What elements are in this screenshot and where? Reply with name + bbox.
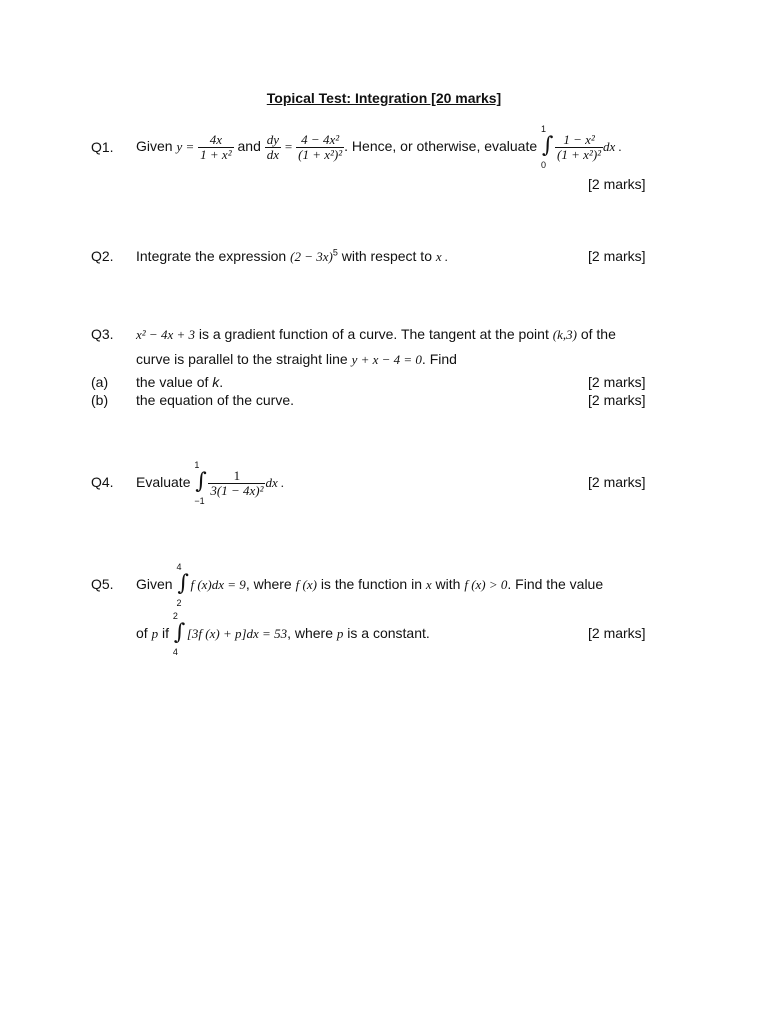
q2-var: x . xyxy=(435,249,449,264)
q1-marks: [2 marks] xyxy=(588,176,646,192)
q1-and: and xyxy=(237,138,261,154)
q3-expr: x² − 4x + 3 xyxy=(136,327,195,342)
q3b-label: (b) xyxy=(91,392,109,408)
q5-text4: . Find the value xyxy=(507,576,604,592)
q1-int-upper: 1 xyxy=(541,124,547,135)
q2-power: 5 xyxy=(332,247,338,258)
q5-cond: f (x) > 0 xyxy=(464,577,508,592)
q3a-dot: . xyxy=(219,374,224,390)
q3b-marks: [2 marks] xyxy=(588,392,646,408)
q4-int-lower: −1 xyxy=(194,496,205,507)
q5-integral2-sign: 2 ∫ 4 xyxy=(172,611,186,658)
q4-frac-num: 1 xyxy=(208,469,265,484)
page-title: Topical Test: Integration [20 marks] xyxy=(266,90,502,106)
q5-text5: , where xyxy=(287,625,334,641)
q1-text: . Hence, or otherwise, evaluate xyxy=(344,138,538,154)
q3a-var: k xyxy=(212,374,220,390)
q3-find: . Find xyxy=(421,351,457,367)
q4-marks: [2 marks] xyxy=(588,474,646,490)
q5-line2 xyxy=(136,611,430,658)
q4-label: Q4. xyxy=(91,474,114,490)
q4-int-upper: 1 xyxy=(194,460,200,471)
q1-dy: dy xyxy=(266,131,280,147)
q3-point: (k,3) xyxy=(552,327,577,342)
q3b-text: the equation of the curve. xyxy=(136,392,294,408)
q5-of: of xyxy=(136,625,148,641)
q5-marks: [2 marks] xyxy=(588,625,646,641)
q1-body xyxy=(136,124,622,171)
q1-frac1-num: 4x xyxy=(198,133,233,148)
q5-p: p xyxy=(151,626,159,641)
q3-line2 xyxy=(136,351,457,368)
q5-label: Q5. xyxy=(91,576,114,592)
q2-text1: Integrate the expression xyxy=(136,248,287,264)
q4-fraction xyxy=(208,469,265,498)
q3-label: Q3. xyxy=(91,326,114,342)
q5-int1-upper: 4 xyxy=(176,562,182,573)
q5-fx: f (x) xyxy=(295,577,317,592)
q4-text: Evaluate xyxy=(136,474,191,490)
q1-frac2-num: 4 − 4x² xyxy=(296,133,344,148)
q2-label: Q2. xyxy=(91,248,114,264)
q5-int2-lower: 4 xyxy=(172,647,178,658)
q5-p2: p xyxy=(336,626,344,641)
q4-body xyxy=(136,460,285,507)
q1-dx: dx xyxy=(266,146,280,162)
q1-fraction-derivative xyxy=(296,133,344,162)
q5-given: Given xyxy=(136,576,173,592)
q5-text1: , where xyxy=(245,576,292,592)
q1-frac1-den: 1 + x² xyxy=(200,146,232,162)
q1-eq: = xyxy=(284,139,293,154)
q1-dx-end: dx . xyxy=(603,139,622,154)
q5-line1 xyxy=(136,562,604,609)
q3a-marks: [2 marks] xyxy=(588,374,646,390)
q4-dx-end: dx . xyxy=(265,475,285,490)
q1-label: Q1. xyxy=(91,139,114,155)
q1-int-lower: 0 xyxy=(541,160,547,171)
q3-text1: is a gradient function of a curve. The tangent at the point xyxy=(198,326,549,342)
q1-given: Given xyxy=(136,138,173,154)
q2-expr: (2 − 3x) xyxy=(290,249,333,264)
q4-integral-sign: 1 ∫ −1 xyxy=(194,460,207,507)
q1-fraction-dydx xyxy=(265,133,281,162)
q5-expr2: [3f (x) + p]dx = 53 xyxy=(186,626,288,641)
q5-text3: with xyxy=(435,576,461,592)
q5-text6: is a constant. xyxy=(347,625,430,641)
q5-if: if xyxy=(161,625,169,641)
q3a-text: the value of xyxy=(136,374,209,390)
q3-text2: of the xyxy=(580,326,616,342)
q5-x: x xyxy=(425,577,432,592)
q1-y-expr: y = xyxy=(176,139,195,154)
q3a-label: (a) xyxy=(91,374,109,390)
q1-frac3-den: (1 + x²)² xyxy=(557,146,602,162)
q5-int2-upper: 2 xyxy=(172,611,178,622)
q1-frac3-num: 1 − x² xyxy=(555,133,603,148)
q1-fraction-integrand xyxy=(555,133,603,162)
q1-integral-sign: 1 ∫ 0 xyxy=(541,124,554,171)
q5-integral1-sign: 4 ∫ 2 xyxy=(176,562,189,609)
q1-frac2-den: (1 + x²)² xyxy=(298,146,343,162)
q1-fraction-y xyxy=(198,133,233,162)
q3-line2-text: curve is parallel to the straight line xyxy=(136,351,348,367)
q5-text2: is the function in xyxy=(320,576,422,592)
q2-marks: [2 marks] xyxy=(588,248,646,264)
q3-line1 xyxy=(136,326,616,343)
q2-body xyxy=(136,248,448,265)
q5-int1-lower: 2 xyxy=(176,598,182,609)
q4-frac-den: 3(1 − 4x)² xyxy=(210,482,264,498)
q5-expr1: f (x)dx = 9 xyxy=(190,577,246,592)
q2-text2: with respect to xyxy=(341,248,432,264)
q3-line-eq: y + x − 4 = 0 xyxy=(351,352,422,367)
q3a-body xyxy=(136,374,223,390)
